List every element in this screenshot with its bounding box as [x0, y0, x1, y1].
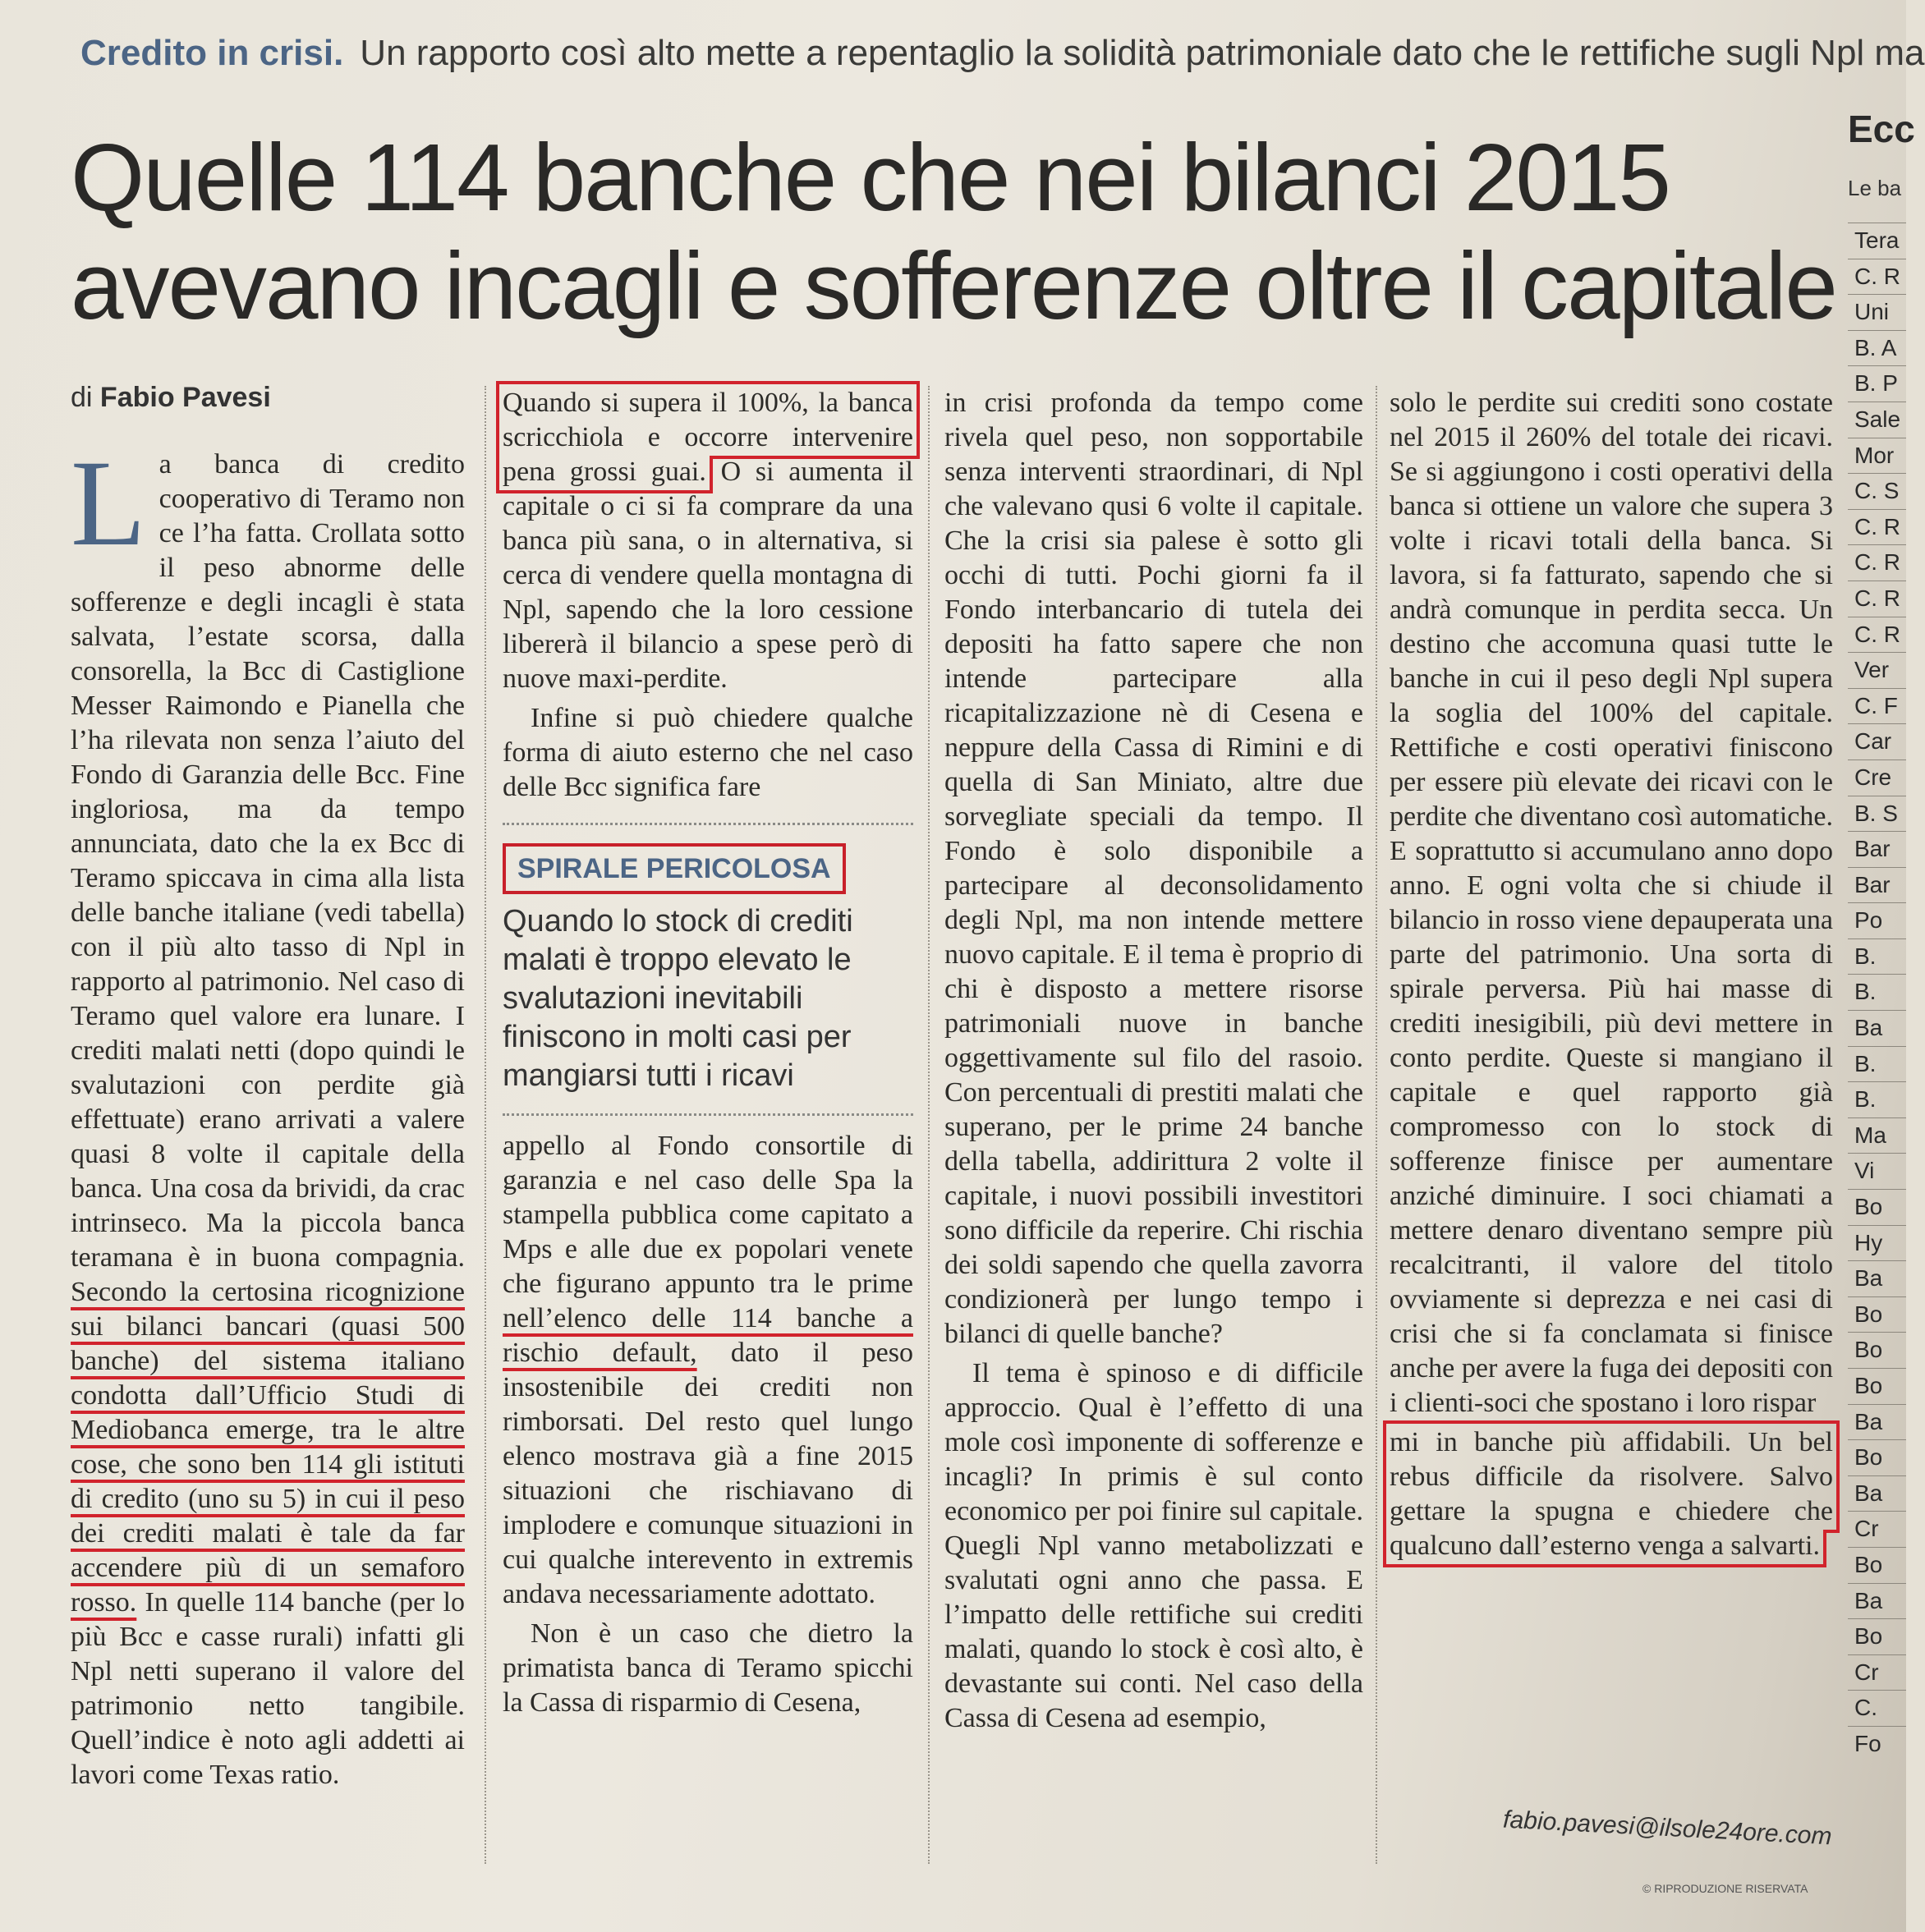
side-table-row: B. — [1848, 1081, 1906, 1117]
side-table-subtitle: Le ba — [1848, 176, 1902, 200]
paragraph: Infine si può chiedere qualche forma di aiuto esterno che nel caso delle Bcc significa fare — [503, 703, 913, 802]
underlined-passage: Secondo la certosina ricognizione sui bilanci bancari (quasi 500 banche) del sistema italiano condotta dall’Ufficio Studi di Mediobanca emerge, tra le altre cose, che sono ben 114 gli istituti di credito (uno su 5) in cui il peso dei crediti malati è tale da far accendere più di un semaforo rosso. — [71, 1277, 465, 1618]
kicker-text: Un rapporto così alto mette a repentaglio la solidità patrimoniale dato che le rettifiche sugli Npl ma — [360, 33, 1925, 73]
highlighted-passage: Quando si supera il 100%, la banca scricchiola e occorre intervenire pena grossi guai. — [503, 388, 913, 487]
pull-quote-text: Quando lo stock di crediti malati è troppo elevato le svalutazioni inevitabili finiscono in molti casi per mangiarsi tutti i ricavi — [503, 904, 853, 1093]
side-table-row: Bo — [1848, 1368, 1906, 1404]
author-email: fabio.pavesi@ilsole24ore.com — [1502, 1806, 1833, 1851]
side-table-row: B. — [1848, 1046, 1906, 1082]
paragraph: solo le perdite sui crediti sono costate nel 2015 il 260% del totale dei ricavi. Se si aggiungono i costi operativi della banca si ottiene un valore che supera 3 volte i ricavi totali della banca. Si lavora, si fa fatturato, sapendo che si andrà comunque in perdita secca. Un destino che accomuna quasi tutte le banche in cui il peso degli Npl supera la soglia del 100% del capitale. Rettifiche e costi operativi finiscono per essere più elevate dei ricavi con le perdite che diventano così automatiche. E soprattutto si accumulano anno dopo anno. E ogni volta che si chiude il bilancio in rosso viene depauperata una parte del patrimonio. Una sorta di spirale perversa. Più hai masse di crediti inesigibili, più devi mettere in conto perdite. Queste si mangiano il capitale e quel rapporto già compromesso con lo stock di sofferenze finisce per aumentare anziché diminuire. I soci chiamati a mettere denaro diventano sempre più recalcitranti, il valore del titolo ovviamente si deprezza e nei casi di crisi che si fa conclamata si finisce anche per avere la fuga dei depositi con i clienti-soci che spostano i loro rispar — [1390, 388, 1833, 1418]
side-table-row: Bo — [1848, 1618, 1906, 1654]
side-table-row: Cr — [1848, 1511, 1906, 1547]
paragraph-text: O si aumenta il capitale o ci si fa comprare da una banca più sana, o in alternativa, si cerca di vendere quella montagna di Npl, sapendo che la loro cessione libererà il bilancio a spese però di nuove maxi-perdite. — [503, 457, 913, 694]
side-table-row: Ba — [1848, 1475, 1906, 1512]
side-table-row: C. R — [1848, 581, 1906, 617]
side-table-title: Ecc — [1848, 108, 1915, 150]
paragraph — [503, 386, 913, 696]
paragraph-text: a banca di credito cooperativo di Teramo non ce l’ha fatta. Crollata sotto il peso abnorme delle sofferenze e degli incagli è stata salvata, l’estate scorsa, dalla consorella, la Bcc di Castiglione Messer Raimondo e Pianella che l’ha rilevata non senza l’aiuto del Fondo di Garanzia delle Bcc. Fine ingloriosa, ma da tempo annunciata, dato che la ex Bcc di Teramo spiccava in cima alla lista delle banche italiane (vedi tabella) con il più alto tasso di Npl in rapporto al patrimonio. Nel caso di Teramo quel valore era lunare. I crediti malati netti (dopo quindi le svalutazioni con perdite già effettuate) erano arrivati a valere quasi 8 volte il capitale della banca. Una cosa da brividi, da crac intrinseco. Ma la piccola banca teramana è in buona compagnia. — [71, 449, 465, 1273]
side-table-row: Car — [1848, 723, 1906, 759]
side-table-row: Tera — [1848, 223, 1906, 259]
side-table-row: Bo — [1848, 1439, 1906, 1475]
divider — [503, 823, 913, 825]
paragraph — [71, 435, 465, 1792]
side-table-row: Mor — [1848, 438, 1906, 474]
paragraph — [1390, 1425, 1833, 1563]
side-table-row: Ba — [1848, 1404, 1906, 1440]
byline-author: Fabio Pavesi — [99, 382, 271, 413]
side-table — [1848, 99, 1915, 1932]
side-table-rows — [1848, 223, 1906, 1762]
paragraph-text: In quelle 114 banche (per lo più Bcc e casse rurali) infatti gli Npl netti superano il valore del patrimonio netto tangibile. Quell’indice è noto agli addetti ai lavori come Texas ratio. — [71, 1587, 465, 1790]
side-table-row: Bo — [1848, 1547, 1906, 1583]
kicker — [80, 33, 1925, 82]
side-table-row: Bo — [1848, 1296, 1906, 1333]
underlined-passage: nell’elenco delle 114 banche a rischio default, — [503, 1303, 913, 1368]
side-table-row: C. R — [1848, 509, 1906, 545]
headline — [71, 123, 1845, 340]
side-table-row: Cr — [1848, 1654, 1906, 1691]
kicker-label: Credito in crisi. — [80, 33, 344, 73]
copyright-notice: © RIPRODUZIONE RISERVATA — [1642, 1882, 1808, 1895]
side-table-row: Ba — [1848, 1260, 1906, 1296]
side-table-row: C. R — [1848, 259, 1906, 295]
article-column-2 — [503, 386, 913, 1725]
paragraph: Non è un caso che dietro la primatista banca di Teramo spicchi la Cassa di risparmio di Cesena, — [503, 1618, 913, 1718]
side-table-row: Po — [1848, 902, 1906, 938]
side-table-row: C. R — [1848, 617, 1906, 653]
headline-line-1: Quelle 114 banche che nei bilanci 2015 — [71, 124, 1670, 231]
pull-quote-title: SPIRALE PERICOLOSA — [503, 843, 846, 894]
side-table-row: B. S — [1848, 796, 1906, 832]
drop-cap: L — [71, 435, 146, 571]
side-table-row: Bar — [1848, 831, 1906, 867]
paragraph-text: appello al Fondo consortile di garanzia e nel caso delle Spa la stampella pubblica come capitato a Mps e alle due ex popolari venete che figurano appunto tra le prime — [503, 1131, 913, 1299]
article-column-3 — [944, 386, 1363, 1741]
side-table-row: Sale — [1848, 402, 1906, 438]
paragraph-text: dato il peso insostenibile dei crediti non rimborsati. Del resto quel lungo elenco mostrava già a fine 2015 situazioni che rischiavano di implodere e comunque situazioni in cui qualche interevento in extremis andava necessariamente adottato. — [503, 1338, 913, 1609]
side-table-row: Fo — [1848, 1726, 1906, 1762]
side-table-row: Vi — [1848, 1153, 1906, 1189]
side-table-row: Ba — [1848, 1010, 1906, 1046]
column-rule — [1376, 386, 1377, 1864]
side-table-row: Bo — [1848, 1189, 1906, 1225]
side-table-row: Bo — [1848, 1332, 1906, 1368]
paragraph: Il tema è spinoso e di difficile approccio. Qual è l’effetto di una mole così imponente di sofferenze e incagli? In primis è sul conto economico per poi finire sul capitale. Quegli Npl vanno metabolizzati e svalutati ogni anno che passa. E l’impatto delle rettifiche sui crediti malati, quando lo stock è così alto, è devastante sui conti. Nel caso della Cassa di Cesena ad esempio, — [944, 1358, 1363, 1733]
side-table-row: B. P — [1848, 365, 1906, 402]
side-table-row: Ba — [1848, 1583, 1906, 1619]
side-table-row: Uni — [1848, 294, 1906, 330]
side-table-row: Ma — [1848, 1117, 1906, 1154]
paragraph: in crisi profonda da tempo come rivela quel peso, non sopportabile senza interventi straordinari, di Npl che valevano qusi 6 volte il capitale. Che la crisi sia palese è sotto gli occhi di tutti. Pochi giorni fa il Fondo interbancario di tutela dei depositi ha fatto sapere che non intende partecipare alla ricapitalizzazione nè di Cesena e neppure della Cassa di Rimini e di quella di San Miniato, altre due sorvegliate speciali da tempo. Il Fondo è solo disponibile a partecipare al deconsolidamento degli Npl, ma non intende mettere nuovo capitale. E il tema è proprio di chi è disposto a mettere risorse patrimoniali nuove in banche oggettivamente sul filo del rasoio. Con percentuali di prestiti malati che superano, per le prime 24 banche della tabella, addirittura 2 volte il capitale, i nuovi possibili investitori sono difficile da reperire. Chi rischia dei soldi sapendo che quella zavorra condizionerà per lungo tempo i bilanci di quelle banche? — [944, 388, 1363, 1349]
highlighted-passage: mi in banche più affidabili. Un bel rebus difficile da risolvere. Salvo gettare la spugna e chiedere che qualcuno dall’esterno venga a salvarti. — [1390, 1427, 1833, 1561]
byline — [71, 382, 271, 414]
divider — [503, 1113, 913, 1116]
side-table-row: C. R — [1848, 544, 1906, 581]
column-rule — [485, 386, 486, 1864]
side-table-row: C. F — [1848, 688, 1906, 724]
side-table-row: Bar — [1848, 867, 1906, 903]
paragraph — [503, 1129, 913, 1612]
column-rule — [928, 386, 930, 1864]
side-table-row: Ver — [1848, 652, 1906, 688]
side-table-row: Hy — [1848, 1225, 1906, 1261]
side-table-row: Cre — [1848, 759, 1906, 796]
side-table-row: B. — [1848, 974, 1906, 1010]
side-table-row: B. — [1848, 938, 1906, 975]
article-column-4 — [1390, 386, 1833, 1568]
article-column-1 — [71, 435, 465, 1797]
side-table-row: B. A — [1848, 330, 1906, 366]
side-table-row: C. — [1848, 1690, 1906, 1726]
headline-line-2: avevano incagli e sofferenze oltre il capitale — [71, 232, 1836, 339]
byline-prefix: di — [71, 382, 93, 413]
side-table-row: C. S — [1848, 473, 1906, 509]
